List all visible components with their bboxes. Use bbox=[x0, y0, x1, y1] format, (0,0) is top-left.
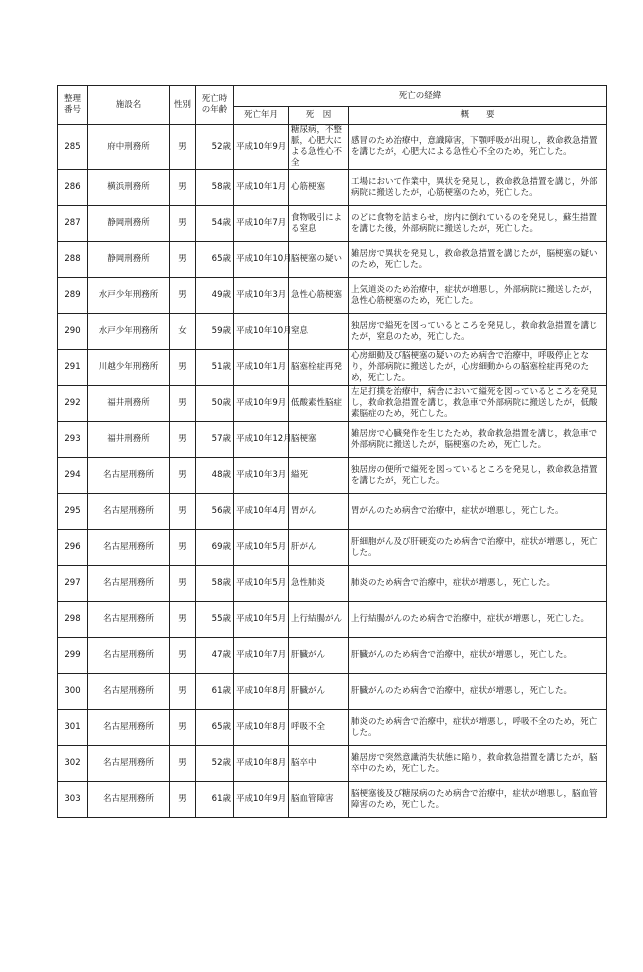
cause-of-death: 脳血管障害 bbox=[289, 782, 349, 818]
facility-name: 名古屋刑務所 bbox=[88, 674, 170, 710]
record-number: 292 bbox=[58, 386, 88, 422]
age-at-death: 51歳 bbox=[196, 350, 234, 386]
sex: 男 bbox=[170, 674, 196, 710]
facility-name: 名古屋刑務所 bbox=[88, 638, 170, 674]
facility-name: 名古屋刑務所 bbox=[88, 602, 170, 638]
sex: 男 bbox=[170, 602, 196, 638]
facility-name: 名古屋刑務所 bbox=[88, 782, 170, 818]
death-record-table bbox=[57, 85, 607, 818]
death-date: 平成10年9月 bbox=[234, 782, 289, 818]
record-number: 291 bbox=[58, 350, 88, 386]
cause-of-death: 糖尿病，不整脈，心肥大による急性心不全 bbox=[289, 125, 349, 170]
table-row bbox=[58, 494, 607, 530]
facility-name: 水戸少年刑務所 bbox=[88, 314, 170, 350]
table-row bbox=[58, 674, 607, 710]
death-date: 平成10年1月 bbox=[234, 350, 289, 386]
sex: 男 bbox=[170, 422, 196, 458]
facility-name: 名古屋刑務所 bbox=[88, 566, 170, 602]
death-date: 平成10年9月 bbox=[234, 125, 289, 170]
header-facility: 施設名 bbox=[88, 86, 170, 125]
death-summary: 肝臓がんのため病舎で治療中，症状が増悪し，死亡した。 bbox=[349, 638, 607, 674]
sex: 男 bbox=[170, 350, 196, 386]
age-at-death: 48歳 bbox=[196, 458, 234, 494]
record-number: 298 bbox=[58, 602, 88, 638]
age-at-death: 61歳 bbox=[196, 782, 234, 818]
table-row bbox=[58, 746, 607, 782]
sex: 男 bbox=[170, 782, 196, 818]
sex: 男 bbox=[170, 386, 196, 422]
death-date: 平成10年5月 bbox=[234, 530, 289, 566]
header-summary: 概 要 bbox=[349, 107, 607, 125]
sex: 男 bbox=[170, 170, 196, 206]
record-number: 289 bbox=[58, 278, 88, 314]
death-summary: 脳梗塞後及び糖尿病のため病舎で治療中，症状が増悪し，脳血管障害のため，死亡した。 bbox=[349, 782, 607, 818]
table-row bbox=[58, 530, 607, 566]
death-summary: 肺炎のため病舎で治療中，症状が増悪し，死亡した。 bbox=[349, 566, 607, 602]
table-row bbox=[58, 782, 607, 818]
death-summary: 雑居房で突然意識消失状態に陥り，救命救急措置を講じたが，脳卒中のため，死亡した。 bbox=[349, 746, 607, 782]
death-summary: 独居房の便所で縊死を図っているところを発見し，救命救急措置を講じたが，死亡した。 bbox=[349, 458, 607, 494]
death-summary: 独居房で縊死を図っているところを発見し，救命救急措置を講じたが，窒息のため，死亡した。 bbox=[349, 314, 607, 350]
cause-of-death: 胃がん bbox=[289, 494, 349, 530]
death-date: 平成10年7月 bbox=[234, 206, 289, 242]
sex: 女 bbox=[170, 314, 196, 350]
death-date: 平成10年1月 bbox=[234, 170, 289, 206]
facility-name: 川越少年刑務所 bbox=[88, 350, 170, 386]
sex: 男 bbox=[170, 746, 196, 782]
facility-name: 名古屋刑務所 bbox=[88, 710, 170, 746]
age-at-death: 65歳 bbox=[196, 242, 234, 278]
age-at-death: 69歳 bbox=[196, 530, 234, 566]
age-at-death: 52歳 bbox=[196, 746, 234, 782]
death-summary: 上気道炎のため治療中，症状が増悪し，外部病院に搬送したが，急性心筋梗塞のため，死亡した。 bbox=[349, 278, 607, 314]
record-number: 294 bbox=[58, 458, 88, 494]
sex: 男 bbox=[170, 530, 196, 566]
death-date: 平成10年5月 bbox=[234, 566, 289, 602]
table-row bbox=[58, 242, 607, 278]
sex: 男 bbox=[170, 566, 196, 602]
table-row bbox=[58, 710, 607, 746]
sex: 男 bbox=[170, 638, 196, 674]
death-date: 平成10年3月 bbox=[234, 278, 289, 314]
cause-of-death: 脳梗塞の疑い bbox=[289, 242, 349, 278]
death-summary: 肝細胞がん及び肝硬変のため病舎で治療中，症状が増悪し，死亡した。 bbox=[349, 530, 607, 566]
cause-of-death: 食物吸引による窒息 bbox=[289, 206, 349, 242]
record-number: 293 bbox=[58, 422, 88, 458]
table-row bbox=[58, 206, 607, 242]
table-row bbox=[58, 422, 607, 458]
cause-of-death: 急性肺炎 bbox=[289, 566, 349, 602]
record-number: 302 bbox=[58, 746, 88, 782]
facility-name: 名古屋刑務所 bbox=[88, 494, 170, 530]
table-row bbox=[58, 566, 607, 602]
death-summary: 胃がんのため病舎で治療中，症状が増悪し，死亡した。 bbox=[349, 494, 607, 530]
facility-name: 静岡刑務所 bbox=[88, 242, 170, 278]
cause-of-death: 脳塞栓症再発 bbox=[289, 350, 349, 386]
table-row bbox=[58, 314, 607, 350]
age-at-death: 49歳 bbox=[196, 278, 234, 314]
record-number: 296 bbox=[58, 530, 88, 566]
facility-name: 福井刑務所 bbox=[88, 386, 170, 422]
age-at-death: 61歳 bbox=[196, 674, 234, 710]
table-row bbox=[58, 125, 607, 170]
header-sex: 性別 bbox=[170, 86, 196, 125]
age-at-death: 47歳 bbox=[196, 638, 234, 674]
table-row bbox=[58, 278, 607, 314]
cause-of-death: 肝臓がん bbox=[289, 674, 349, 710]
cause-of-death: 脳梗塞 bbox=[289, 422, 349, 458]
table-row bbox=[58, 602, 607, 638]
death-date: 平成10年5月 bbox=[234, 602, 289, 638]
age-at-death: 50歳 bbox=[196, 386, 234, 422]
death-summary: 左足打撲を治療中，病舎において縊死を図っているところを発見し，救命救急措置を講じ，救急車で外部病院に搬送したが，低酸素脳症のため，死亡した。 bbox=[349, 386, 607, 422]
cause-of-death: 肝がん bbox=[289, 530, 349, 566]
facility-name: 府中刑務所 bbox=[88, 125, 170, 170]
table-row bbox=[58, 350, 607, 386]
death-summary: 肺炎のため病舎で治療中，症状が増悪し，呼吸不全のため，死亡した。 bbox=[349, 710, 607, 746]
death-date: 平成10年7月 bbox=[234, 638, 289, 674]
header-cause: 死 因 bbox=[289, 107, 349, 125]
header-age: 死亡時の年齢 bbox=[196, 86, 234, 125]
facility-name: 静岡刑務所 bbox=[88, 206, 170, 242]
cause-of-death: 急性心筋梗塞 bbox=[289, 278, 349, 314]
cause-of-death: 縊死 bbox=[289, 458, 349, 494]
table-row bbox=[58, 170, 607, 206]
age-at-death: 57歳 bbox=[196, 422, 234, 458]
sex: 男 bbox=[170, 125, 196, 170]
cause-of-death: 心筋梗塞 bbox=[289, 170, 349, 206]
record-number: 297 bbox=[58, 566, 88, 602]
death-date: 平成10年8月 bbox=[234, 746, 289, 782]
header-date: 死亡年月 bbox=[234, 107, 289, 125]
death-date: 平成10年9月 bbox=[234, 386, 289, 422]
death-summary: 工場において作業中，異状を発見し，救命救急措置を講じ，外部病院に搬送したが，心筋梗塞のため，死亡した。 bbox=[349, 170, 607, 206]
table-row bbox=[58, 386, 607, 422]
record-number: 295 bbox=[58, 494, 88, 530]
facility-name: 名古屋刑務所 bbox=[88, 458, 170, 494]
age-at-death: 54歳 bbox=[196, 206, 234, 242]
death-date: 平成10年12月 bbox=[234, 422, 289, 458]
table-row bbox=[58, 458, 607, 494]
age-at-death: 59歳 bbox=[196, 314, 234, 350]
cause-of-death: 肝臓がん bbox=[289, 638, 349, 674]
cause-of-death: 上行結腸がん bbox=[289, 602, 349, 638]
record-number: 300 bbox=[58, 674, 88, 710]
death-date: 平成10年10月 bbox=[234, 242, 289, 278]
sex: 男 bbox=[170, 242, 196, 278]
record-number: 290 bbox=[58, 314, 88, 350]
record-number: 288 bbox=[58, 242, 88, 278]
cause-of-death: 低酸素性脳症 bbox=[289, 386, 349, 422]
sex: 男 bbox=[170, 458, 196, 494]
cause-of-death: 脳卒中 bbox=[289, 746, 349, 782]
facility-name: 名古屋刑務所 bbox=[88, 746, 170, 782]
age-at-death: 55歳 bbox=[196, 602, 234, 638]
age-at-death: 52歳 bbox=[196, 125, 234, 170]
facility-name: 横浜刑務所 bbox=[88, 170, 170, 206]
sex: 男 bbox=[170, 494, 196, 530]
age-at-death: 58歳 bbox=[196, 170, 234, 206]
death-date: 平成10年10月 bbox=[234, 314, 289, 350]
cause-of-death: 窒息 bbox=[289, 314, 349, 350]
death-date: 平成10年4月 bbox=[234, 494, 289, 530]
death-summary: 心房細動及び脳梗塞の疑いのため病舎で治療中，呼吸停止となり，外部病院に搬送したが，心房細動からの脳塞栓症再発のため，死亡した。 bbox=[349, 350, 607, 386]
death-date: 平成10年8月 bbox=[234, 710, 289, 746]
facility-name: 福井刑務所 bbox=[88, 422, 170, 458]
table-row bbox=[58, 638, 607, 674]
death-date: 平成10年3月 bbox=[234, 458, 289, 494]
record-number: 303 bbox=[58, 782, 88, 818]
record-number: 286 bbox=[58, 170, 88, 206]
header-number: 整理番号 bbox=[58, 86, 88, 125]
facility-name: 名古屋刑務所 bbox=[88, 530, 170, 566]
death-date: 平成10年8月 bbox=[234, 674, 289, 710]
death-summary: 雑居房で心臓発作を生じたため，救命救急措置を講じ，救急車で外部病院に搬送したが，脳梗塞のため，死亡した。 bbox=[349, 422, 607, 458]
record-number: 287 bbox=[58, 206, 88, 242]
record-number: 285 bbox=[58, 125, 88, 170]
age-at-death: 56歳 bbox=[196, 494, 234, 530]
age-at-death: 65歳 bbox=[196, 710, 234, 746]
sex: 男 bbox=[170, 278, 196, 314]
sex: 男 bbox=[170, 206, 196, 242]
death-summary: 上行結腸がんのため病舎で治療中，症状が増悪し，死亡した。 bbox=[349, 602, 607, 638]
sex: 男 bbox=[170, 710, 196, 746]
header-history: 死亡の経緯 bbox=[234, 86, 607, 107]
age-at-death: 58歳 bbox=[196, 566, 234, 602]
death-summary: 雑居房で異状を発見し，救命救急措置を講じたが，脳梗塞の疑いのため，死亡した。 bbox=[349, 242, 607, 278]
facility-name: 水戸少年刑務所 bbox=[88, 278, 170, 314]
death-summary: 感冒のため治療中，意識障害，下顎呼吸が出現し，救命救急措置を講じたが，心肥大による急性心不全のため，死亡した。 bbox=[349, 125, 607, 170]
death-summary: のどに食物を詰まらせ，房内に倒れているのを発見し，蘇生措置を講じた後，外部病院に搬送したが，死亡した。 bbox=[349, 206, 607, 242]
death-summary: 肝臓がんのため病舎で治療中，症状が増悪し，死亡した。 bbox=[349, 674, 607, 710]
record-number: 299 bbox=[58, 638, 88, 674]
record-number: 301 bbox=[58, 710, 88, 746]
cause-of-death: 呼吸不全 bbox=[289, 710, 349, 746]
